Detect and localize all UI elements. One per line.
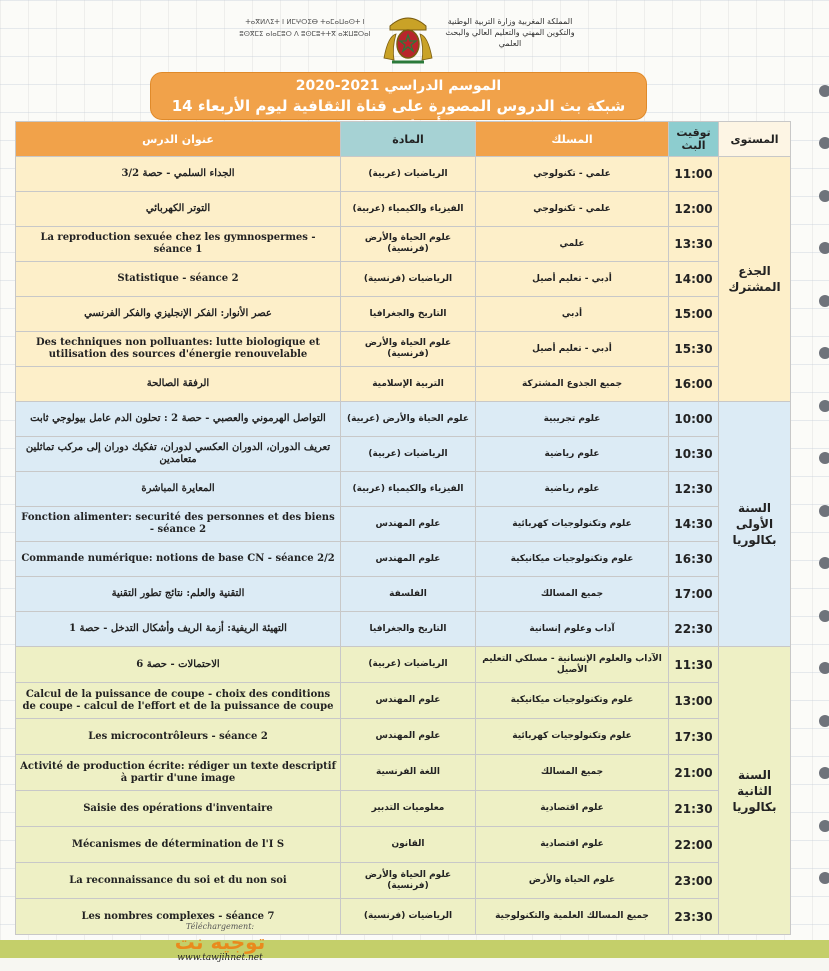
subject-cell: علوم الحياة والأرض (فرنسية): [341, 863, 476, 899]
subject-cell: علوم الحياة والأرض (فرنسية): [341, 332, 476, 367]
lesson-cell: Mécanismes de détermination de l'I S: [16, 827, 341, 863]
table-row: [16, 472, 791, 507]
ministry-name-arabic: المملكة المغربية وزارة التربية الوطنية والتكوين المهني والتعليم العالي والبحث العلمي: [445, 17, 575, 48]
binder-hole-icon: [819, 85, 829, 97]
lesson-cell: Les nombres complexes - séance 7: [16, 899, 341, 935]
track-cell: أدبي - تعليم أصيل: [476, 262, 669, 297]
time-cell: 17:30: [669, 719, 719, 755]
subject-cell: الرياضيات (عربية): [341, 157, 476, 192]
table-row: [16, 542, 791, 577]
subject-cell: التاريخ والجغرافيا: [341, 297, 476, 332]
subject-cell: التربية الإسلامية: [341, 367, 476, 402]
subject-cell: اللغة الفرنسية: [341, 755, 476, 791]
tawjihnet-logo[interactable]: [160, 922, 280, 963]
track-cell: جميع المسالك: [476, 577, 669, 612]
time-cell: 11:00: [669, 157, 719, 192]
subject-cell: علوم المهندس: [341, 719, 476, 755]
table-header-row: [16, 122, 791, 157]
track-cell: علوم وتكنولوجيات كهربائية: [476, 507, 669, 542]
lesson-cell: Commande numérique: notions de base CN - séance 2/2: [16, 542, 341, 577]
track-cell: علوم وتكنولوجيات كهربائية: [476, 719, 669, 755]
track-cell: أدبي: [476, 297, 669, 332]
table-row: [16, 791, 791, 827]
track-cell: علوم رياضية: [476, 437, 669, 472]
track-cell: الآداب والعلوم الإنسانية - مسلكي التعليم الأصيل: [476, 647, 669, 683]
lesson-cell: التقنية والعلم: نتائج تطور التقنية: [16, 577, 341, 612]
binder-hole-icon: [819, 452, 829, 464]
lesson-cell: الجداء السلمي - حصة 3/2: [16, 157, 341, 192]
binder-hole-icon: [819, 662, 829, 674]
subject-cell: معلوميات التدبير: [341, 791, 476, 827]
broadcast-schedule-table: [15, 121, 791, 935]
subject-cell: الفيزياء والكيمياء (عربية): [341, 192, 476, 227]
col-header-level: المستوى: [719, 122, 791, 157]
time-cell: 14:00: [669, 262, 719, 297]
time-cell: 16:30: [669, 542, 719, 577]
time-cell: 14:30: [669, 507, 719, 542]
subject-cell: الرياضيات (فرنسية): [341, 262, 476, 297]
table-row: [16, 647, 791, 683]
level-cell: السنة الثانية بكالوريا: [719, 647, 791, 935]
subject-cell: علوم الحياة والأرض (فرنسية): [341, 227, 476, 262]
binder-hole-icon: [819, 505, 829, 517]
level-cell: السنة الأولى بكالوريا: [719, 402, 791, 647]
time-cell: 15:30: [669, 332, 719, 367]
time-cell: 12:30: [669, 472, 719, 507]
binder-hole-icon: [819, 295, 829, 307]
subject-cell: الفيزياء والكيمياء (عربية): [341, 472, 476, 507]
table-row: [16, 157, 791, 192]
footer-bar: [0, 940, 829, 958]
table-row: [16, 577, 791, 612]
time-cell: 10:30: [669, 437, 719, 472]
subject-cell: علوم المهندس: [341, 683, 476, 719]
lesson-cell: Des techniques non polluantes: lutte biologique et utilisation des sources d'énergie renouvelable: [16, 332, 341, 367]
track-cell: جميع الجذوع المشتركة: [476, 367, 669, 402]
binder-hole-icon: [819, 715, 829, 727]
lesson-cell: Les microcontrôleurs - séance 2: [16, 719, 341, 755]
lesson-cell: المعايرة المباشرة: [16, 472, 341, 507]
subject-cell: القانون: [341, 827, 476, 863]
table-row: [16, 227, 791, 262]
time-cell: 13:00: [669, 683, 719, 719]
track-cell: علوم الحياة والأرض: [476, 863, 669, 899]
time-cell: 22:00: [669, 827, 719, 863]
table-row: [16, 755, 791, 791]
track-cell: علمي: [476, 227, 669, 262]
lesson-cell: Activité de production écrite: rédiger un texte descriptif à partir d'une image: [16, 755, 341, 791]
time-cell: 21:00: [669, 755, 719, 791]
school-year-title: الموسم الدراسي 2021-2020: [295, 78, 502, 94]
schedule-title: شبكة بث الدروس المصورة على قناة الثقافية ليوم الأربعاء 14: [171, 97, 626, 115]
track-cell: جميع المسالك: [476, 755, 669, 791]
subject-cell: الفلسفة: [341, 577, 476, 612]
time-cell: 22:30: [669, 612, 719, 647]
lesson-cell: La reproduction sexuée chez les gymnospermes - séance 1: [16, 227, 341, 262]
binder-hole-icon: [819, 767, 829, 779]
time-cell: 11:30: [669, 647, 719, 683]
binder-hole-icon: [819, 872, 829, 884]
track-cell: علوم تجريبية: [476, 402, 669, 437]
table-row: [16, 612, 791, 647]
col-header-subject: المادة: [341, 122, 476, 157]
table-row: [16, 332, 791, 367]
binder-hole-icon: [819, 557, 829, 569]
site-url[interactable]: www.tawjihnet.net: [177, 953, 263, 963]
lesson-cell: الرفقة الصالحة: [16, 367, 341, 402]
lesson-cell: Fonction alimenter: securité des personnes et des biens - séance 2: [16, 507, 341, 542]
table-row: [16, 402, 791, 437]
track-cell: آداب وعلوم إنسانية: [476, 612, 669, 647]
track-cell: علوم رياضية: [476, 472, 669, 507]
col-header-time: توقيت البث: [669, 122, 719, 157]
binder-hole-icon: [819, 820, 829, 832]
table-row: [16, 827, 791, 863]
binder-hole-icon: [819, 137, 829, 149]
time-cell: 12:00: [669, 192, 719, 227]
time-cell: 23:00: [669, 863, 719, 899]
download-label: Téléchargement:: [185, 922, 255, 931]
track-cell: علوم اقتصادية: [476, 791, 669, 827]
subject-cell: التاريخ والجغرافيا: [341, 612, 476, 647]
lesson-cell: التهيئة الريفية: أزمة الريف وأشكال التدخل - حصة 1: [16, 612, 341, 647]
time-cell: 16:00: [669, 367, 719, 402]
logo-text: توجيه نت: [174, 930, 266, 954]
page-header: [0, 6, 829, 70]
track-cell: علمي - تكنولوجي: [476, 157, 669, 192]
time-cell: 23:30: [669, 899, 719, 935]
subject-cell: علوم المهندس: [341, 507, 476, 542]
lesson-cell: Calcul de la puissance de coupe - choix des conditions de coupe - calcul de l'effort et de la puissance de coupe: [16, 683, 341, 719]
time-cell: 15:00: [669, 297, 719, 332]
table-row: [16, 297, 791, 332]
col-header-track: المسلك: [476, 122, 669, 157]
track-cell: علوم اقتصادية: [476, 827, 669, 863]
track-cell: علوم وتكنولوجيات ميكانيكية: [476, 542, 669, 577]
binder-hole-icon: [819, 347, 829, 359]
table-row: [16, 192, 791, 227]
lesson-cell: تعريف الدوران، الدوران العكسي لدوران، تفكيك دوران إلى مركب تماثلين متعامدين: [16, 437, 341, 472]
binder-hole-icon: [819, 190, 829, 202]
table-row: [16, 683, 791, 719]
track-cell: علوم وتكنولوجيات ميكانيكية: [476, 683, 669, 719]
track-cell: علمي - تكنولوجي: [476, 192, 669, 227]
binder-hole-icon: [819, 610, 829, 622]
table-row: [16, 367, 791, 402]
title-banner: [150, 72, 647, 120]
lesson-cell: Statistique - séance 2: [16, 262, 341, 297]
track-cell: أدبي - تعليم أصيل: [476, 332, 669, 367]
table-row: [16, 899, 791, 935]
track-cell: جميع المسالك العلمية والتكنولوجية: [476, 899, 669, 935]
binder-hole-icon: [819, 242, 829, 254]
table-row: [16, 507, 791, 542]
time-cell: 13:30: [669, 227, 719, 262]
lesson-cell: La reconnaissance du soi et du non soi: [16, 863, 341, 899]
time-cell: 10:00: [669, 402, 719, 437]
binder-hole-icon: [819, 400, 829, 412]
table-row: [16, 437, 791, 472]
footer-strip: [0, 958, 829, 971]
time-cell: 21:30: [669, 791, 719, 827]
subject-cell: الرياضيات (فرنسية): [341, 899, 476, 935]
lesson-cell: التوتر الكهربائي: [16, 192, 341, 227]
ministry-name-tifinagh: ⵜⴰⴳⵍⴷⵉⵜ ⵏ ⵍⵎⵖⵔⵉⴱ ⵜⴰⵎⴰⵡⴰⵙⵜ ⵏ ⵓⵙⴳⵎⵉ ⴰⵏⴰⵎⵓⵔ ⴷ ⵓⵙⵎⵓⵜⵜⴳ ⴰⵣⵡⵓⵔⴰⵏ: [239, 18, 371, 38]
lesson-cell: التواصل الهرموني والعصبي - حصة 2 : تحلون الدم عامل بيولوجي ثابت: [16, 402, 341, 437]
subject-cell: الرياضيات (عربية): [341, 647, 476, 683]
level-cell: الجذع المشترك: [719, 157, 791, 402]
lesson-cell: Saisie des opérations d'inventaire: [16, 791, 341, 827]
subject-cell: علوم الحياة والأرض (عربية): [341, 402, 476, 437]
lesson-cell: الاحتمالات - حصة 6: [16, 647, 341, 683]
time-cell: 17:00: [669, 577, 719, 612]
table-row: [16, 863, 791, 899]
coat-of-arms-icon: [378, 8, 438, 68]
subject-cell: علوم المهندس: [341, 542, 476, 577]
table-row: [16, 719, 791, 755]
col-header-lesson: عنوان الدرس: [16, 122, 341, 157]
subject-cell: الرياضيات (عربية): [341, 437, 476, 472]
table-row: [16, 262, 791, 297]
lesson-cell: عصر الأنوار: الفكر الإنجليزي والفكر الفرنسي: [16, 297, 341, 332]
